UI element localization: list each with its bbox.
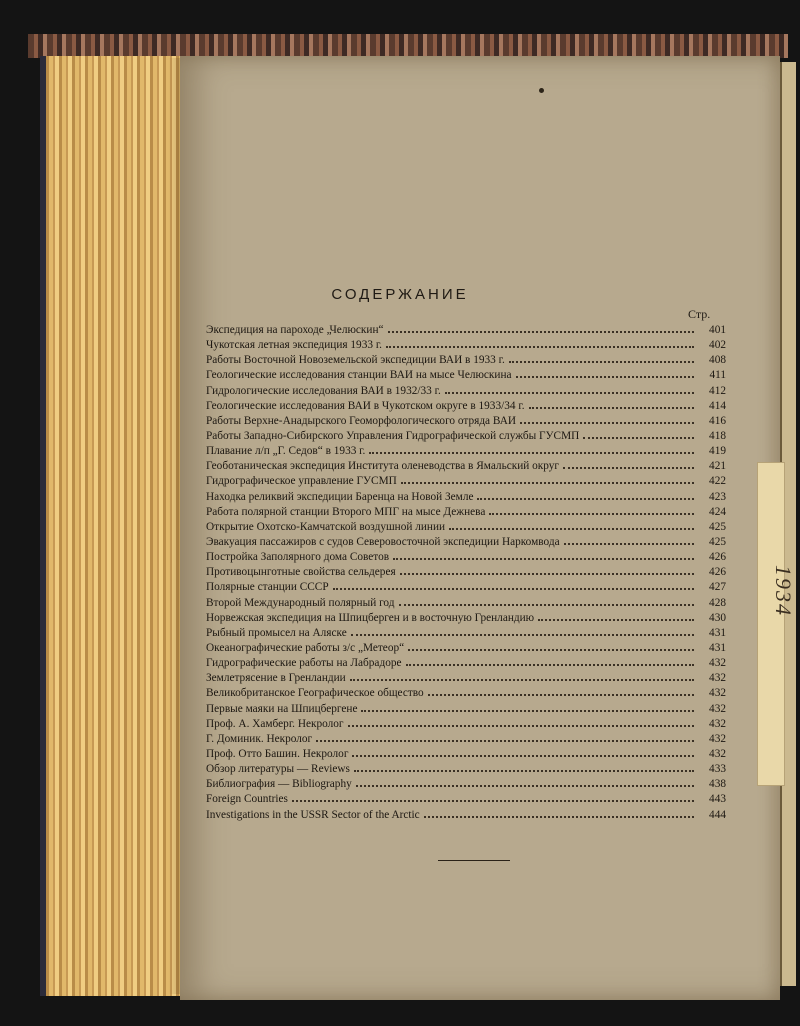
toc-entry <box>206 445 726 460</box>
toc-entry-page: 408 <box>709 354 726 367</box>
toc-entry-page: 425 <box>709 535 726 548</box>
dot-leader <box>350 679 694 681</box>
toc-entry-page: 427 <box>709 581 726 594</box>
toc-entry-title: Противоцынготные свойства сельдерея <box>206 566 396 579</box>
dot-leader <box>406 664 694 666</box>
toc-entry <box>206 657 726 672</box>
toc-entry-page: 412 <box>709 384 726 397</box>
book-cover-binding <box>28 34 788 58</box>
toc-entry-page: 432 <box>709 702 726 715</box>
toc-entry-title: Геоботаническая экспедиция Института оленеводства в Ямальский округ <box>206 460 560 473</box>
toc-entry-page: 432 <box>709 747 726 760</box>
toc-entry-title: Рыбный промысел на Аляске <box>206 626 347 639</box>
toc-entry-page: 423 <box>709 490 726 503</box>
toc-entry <box>206 415 726 430</box>
toc-entry-title: Библиография — Bibliography <box>206 778 352 791</box>
dot-leader <box>316 740 694 742</box>
dot-leader <box>369 452 694 454</box>
dot-leader <box>352 755 694 757</box>
closing-rule <box>438 860 510 861</box>
dot-leader <box>388 331 694 333</box>
toc-entry-page: 419 <box>709 445 726 458</box>
dot-leader <box>356 785 694 787</box>
dot-leader <box>386 346 694 348</box>
toc-entry <box>206 354 726 369</box>
dot-leader <box>445 392 694 394</box>
toc-entry-title: Обзор литературы — Reviews <box>206 763 350 776</box>
toc-entry <box>206 460 726 475</box>
dot-leader <box>399 604 695 606</box>
toc-entry <box>206 733 726 748</box>
toc-entry <box>206 809 726 824</box>
toc-entry-title: Землетрясение в Гренландии <box>206 672 346 685</box>
dot-leader <box>354 770 694 772</box>
toc-entry-page: 431 <box>709 641 726 654</box>
toc-entry-title: Норвежская экспедиция на Шпицберген и в восточную Гренландию <box>206 611 535 624</box>
paper-speck <box>539 88 544 93</box>
toc-entry-title: Работы Восточной Новоземельской экспедиции ВАИ в 1933 г. <box>206 354 505 367</box>
toc-entry-page: 432 <box>709 732 726 745</box>
toc-entry-title: Второй Международный полярный год <box>206 596 395 609</box>
toc-entry-title: Foreign Countries <box>206 793 288 806</box>
toc-entry-page: 402 <box>709 339 726 352</box>
toc-entry <box>206 597 726 612</box>
toc-entry-page: 416 <box>709 414 726 427</box>
dot-leader <box>520 422 694 424</box>
toc-entry <box>206 324 726 339</box>
toc-entry-page: 425 <box>709 520 726 533</box>
toc-entry-title: Работа полярной станции Второго МПГ на мысе Дежнева <box>206 505 486 518</box>
toc-entry-title: Investigations in the USSR Sector of the Arctic <box>206 808 420 821</box>
toc-entry <box>206 778 726 793</box>
toc-entry <box>206 612 726 627</box>
toc-entry-page: 422 <box>709 475 726 488</box>
toc-entry <box>206 551 726 566</box>
toc-entry-title: Работы Верхне-Анадырского Геоморфологического отряда ВАИ <box>206 414 517 427</box>
toc-entry-page: 432 <box>709 657 726 670</box>
toc-entry <box>206 400 726 415</box>
toc-entry-page: 438 <box>709 778 726 791</box>
dot-leader <box>424 816 694 818</box>
toc-entry <box>206 642 726 657</box>
toc-entry <box>206 672 726 687</box>
toc-entry <box>206 627 726 642</box>
toc-entry-title: Геологические исследования ВАИ в Чукотском округе в 1933/34 г. <box>206 399 525 412</box>
dot-leader <box>400 573 694 575</box>
dot-leader <box>361 710 694 712</box>
toc-entry-title: Работы Западно-Сибирского Управления Гидрографической службы ГУСМП <box>206 429 580 442</box>
dot-leader <box>516 376 694 378</box>
toc-entry-page: 426 <box>709 551 726 564</box>
dot-leader <box>351 634 694 636</box>
toc-entry-page: 443 <box>709 793 726 806</box>
toc-entry <box>206 491 726 506</box>
toc-entry-title: Геологические исследования станции ВАИ на мысе Челюскина <box>206 369 512 382</box>
toc-entry-page: 421 <box>709 460 726 473</box>
toc-entry-title: Гидрографическое управление ГУСМП <box>206 475 397 488</box>
toc-entry-title: Плавание л/п „Г. Седов“ в 1933 г. <box>206 445 366 458</box>
toc-entry-title: Проф. Отто Башин. Некролог <box>206 747 349 760</box>
toc-entry <box>206 793 726 808</box>
dot-leader <box>529 407 694 409</box>
dot-leader <box>477 498 694 500</box>
toc-entry-page: 414 <box>709 399 726 412</box>
toc-entry-page: 411 <box>709 369 726 382</box>
toc-entry-title: Постройка Заполярного дома Советов <box>206 551 390 564</box>
dot-leader <box>538 619 694 621</box>
toc-entry <box>206 748 726 763</box>
toc-entry-page: 418 <box>709 429 726 442</box>
toc-entry-page: 424 <box>709 505 726 518</box>
dot-leader <box>428 694 694 696</box>
toc-entry-page: 432 <box>709 717 726 730</box>
toc-entry <box>206 566 726 581</box>
table-of-contents <box>206 324 726 824</box>
toc-entry <box>206 430 726 445</box>
toc-entry-page: 426 <box>709 566 726 579</box>
dot-leader <box>401 482 694 484</box>
toc-entry-page: 432 <box>709 672 726 685</box>
toc-entry <box>206 536 726 551</box>
toc-entry <box>206 687 726 702</box>
toc-entry-page: 430 <box>709 611 726 624</box>
toc-entry <box>206 581 726 596</box>
toc-entry-title: Экспедиция на пароходе „Челюскин“ <box>206 324 384 336</box>
page-title: СОДЕРЖАНИЕ <box>331 286 469 303</box>
toc-entry-page: 401 <box>709 324 726 336</box>
toc-entry <box>206 718 726 733</box>
toc-entry-title: Первые маяки на Шпицбергене <box>206 702 358 715</box>
dot-leader <box>333 588 694 590</box>
toc-entry <box>206 369 726 384</box>
toc-entry-title: Гидрологические исследования ВАИ в 1932/33 г. <box>206 384 441 397</box>
toc-entry <box>206 521 726 536</box>
toc-entry <box>206 703 726 718</box>
toc-entry <box>206 506 726 521</box>
page-column-label: Стр. <box>688 307 711 321</box>
toc-entry-title: Находка реликвий экспедиции Баренца на Новой Земле <box>206 490 474 503</box>
dot-leader <box>408 649 694 651</box>
toc-entry-title: Гидрографические работы на Лабрадоре <box>206 657 402 670</box>
toc-entry <box>206 475 726 490</box>
toc-entry-page: 433 <box>709 763 726 776</box>
toc-entry-title: Великобританское Географическое общество <box>206 687 424 700</box>
dot-leader <box>489 513 694 515</box>
dot-leader <box>449 528 694 530</box>
toc-entry <box>206 763 726 778</box>
toc-entry <box>206 385 726 400</box>
toc-entry-page: 444 <box>709 808 726 821</box>
dot-leader <box>583 437 694 439</box>
toc-entry <box>206 339 726 354</box>
dot-leader <box>509 361 694 363</box>
toc-entry-title: Океанографические работы з/с „Метеор“ <box>206 641 405 654</box>
toc-entry-title: Полярные станции СССР <box>206 581 329 594</box>
dot-leader <box>564 543 694 545</box>
dot-leader <box>292 800 694 802</box>
dot-leader <box>393 558 694 560</box>
toc-entry-title: Чукотская летная экспедиция 1933 г. <box>206 339 383 352</box>
toc-entry-title: Открытие Охотско-Камчатской воздушной линии <box>206 520 446 533</box>
dot-leader <box>348 725 694 727</box>
toc-entry-page: 432 <box>709 687 726 700</box>
toc-entry-title: Г. Доминик. Некролог <box>206 732 313 745</box>
toc-entry-page: 428 <box>709 596 726 609</box>
toc-entry-title: Эвакуация пассажиров с судов Северовосточной экспедиции Наркомвода <box>206 535 560 548</box>
dot-leader <box>563 467 694 469</box>
handwritten-margin-note: 1934 <box>771 565 796 617</box>
toc-entry-title: Проф. А. Хамберг. Некролог <box>206 717 344 730</box>
toc-entry-page: 431 <box>709 626 726 639</box>
